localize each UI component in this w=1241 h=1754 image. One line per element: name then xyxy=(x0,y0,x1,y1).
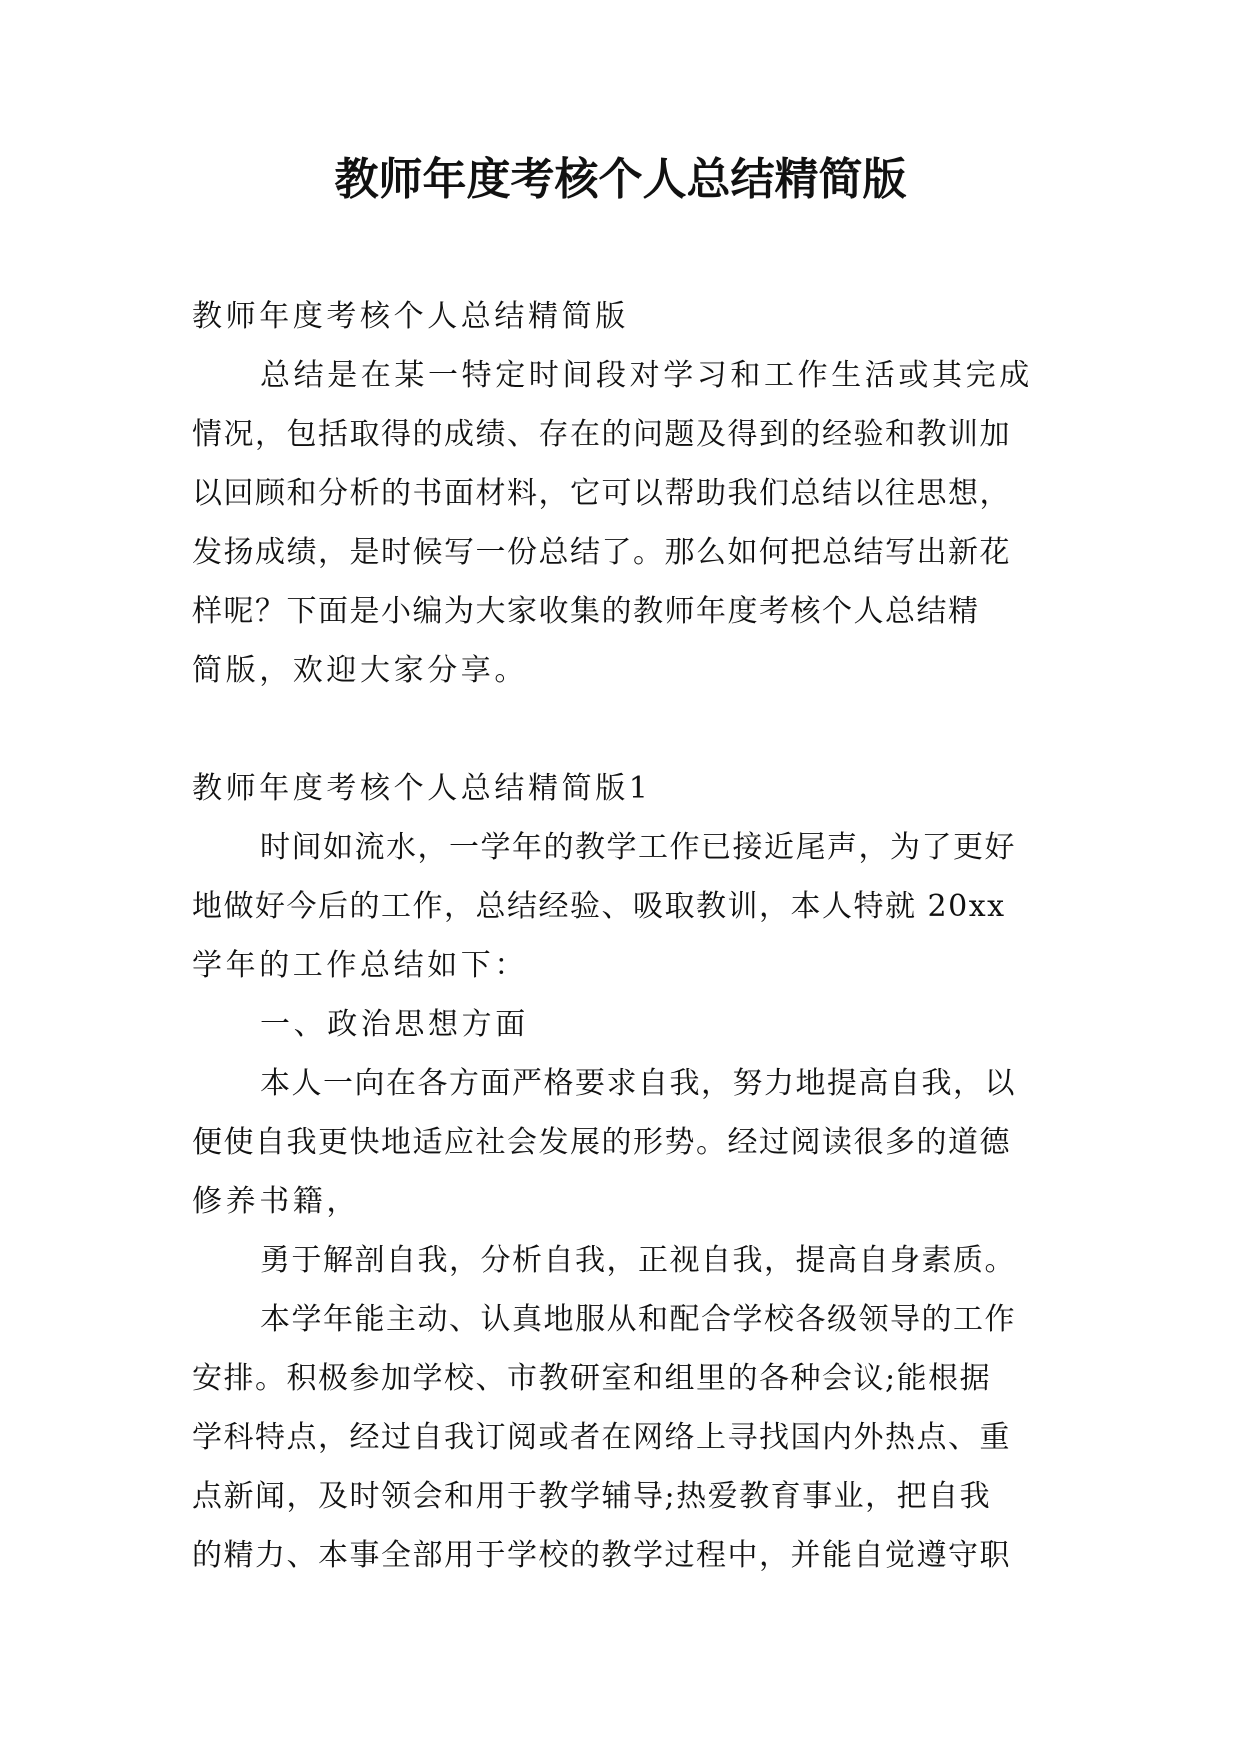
document-title: 教师年度考核个人总结精简版 xyxy=(334,154,907,205)
body-line: 简版，欢迎大家分享。 xyxy=(192,653,528,688)
body-line: 勇于解剖自我，分析自我，正视自我，提高自身素质。 xyxy=(260,1243,1016,1278)
document-body xyxy=(192,287,1072,1585)
section-heading: 教师年度考核个人总结精简版1 xyxy=(192,771,652,806)
body-line: 地做好今后的工作，总结经验、吸取教训，本人特就 20xx xyxy=(192,889,1006,924)
body-line: 时间如流水，一学年的教学工作已接近尾声，为了更好 xyxy=(260,830,1016,865)
body-line: 点新闻，及时领会和用于教学辅导;热爱教育事业，把自我 xyxy=(192,1479,992,1514)
body-line: 学年的工作总结如下： xyxy=(192,948,528,983)
body-line: 发扬成绩，是时候写一份总结了。那么如何把总结写出新花 xyxy=(192,535,1011,570)
body-line: 总结是在某一特定时间段对学习和工作生活或其完成 xyxy=(260,358,1033,393)
body-line: 样呢？下面是小编为大家收集的教师年度考核个人总结精 xyxy=(192,594,980,629)
paragraph-spacer xyxy=(192,700,1072,759)
body-line: 本学年能主动、认真地服从和配合学校各级领导的工作 xyxy=(260,1302,1016,1337)
body-line: 的精力、本事全部用于学校的教学过程中，并能自觉遵守职 xyxy=(192,1538,1011,1573)
body-line: 以回顾和分析的书面材料，它可以帮助我们总结以往思想， xyxy=(192,476,1011,511)
body-line: 本人一向在各方面严格要求自我，努力地提高自我，以 xyxy=(260,1066,1016,1101)
body-line: 安排。积极参加学校、市教研室和组里的各种会议;能根据 xyxy=(192,1361,992,1396)
body-line: 便使自我更快地适应社会发展的形势。经过阅读很多的道德 xyxy=(192,1125,1011,1160)
subsection-heading: 一、政治思想方面 xyxy=(260,1007,529,1042)
body-line: 情况，包括取得的成绩、存在的问题及得到的经验和教训加 xyxy=(192,417,1011,452)
body-line: 教师年度考核个人总结精简版 xyxy=(192,299,629,334)
body-line: 修养书籍， xyxy=(192,1184,360,1219)
body-line: 学科特点，经过自我订阅或者在网络上寻找国内外热点、重 xyxy=(192,1420,1011,1455)
